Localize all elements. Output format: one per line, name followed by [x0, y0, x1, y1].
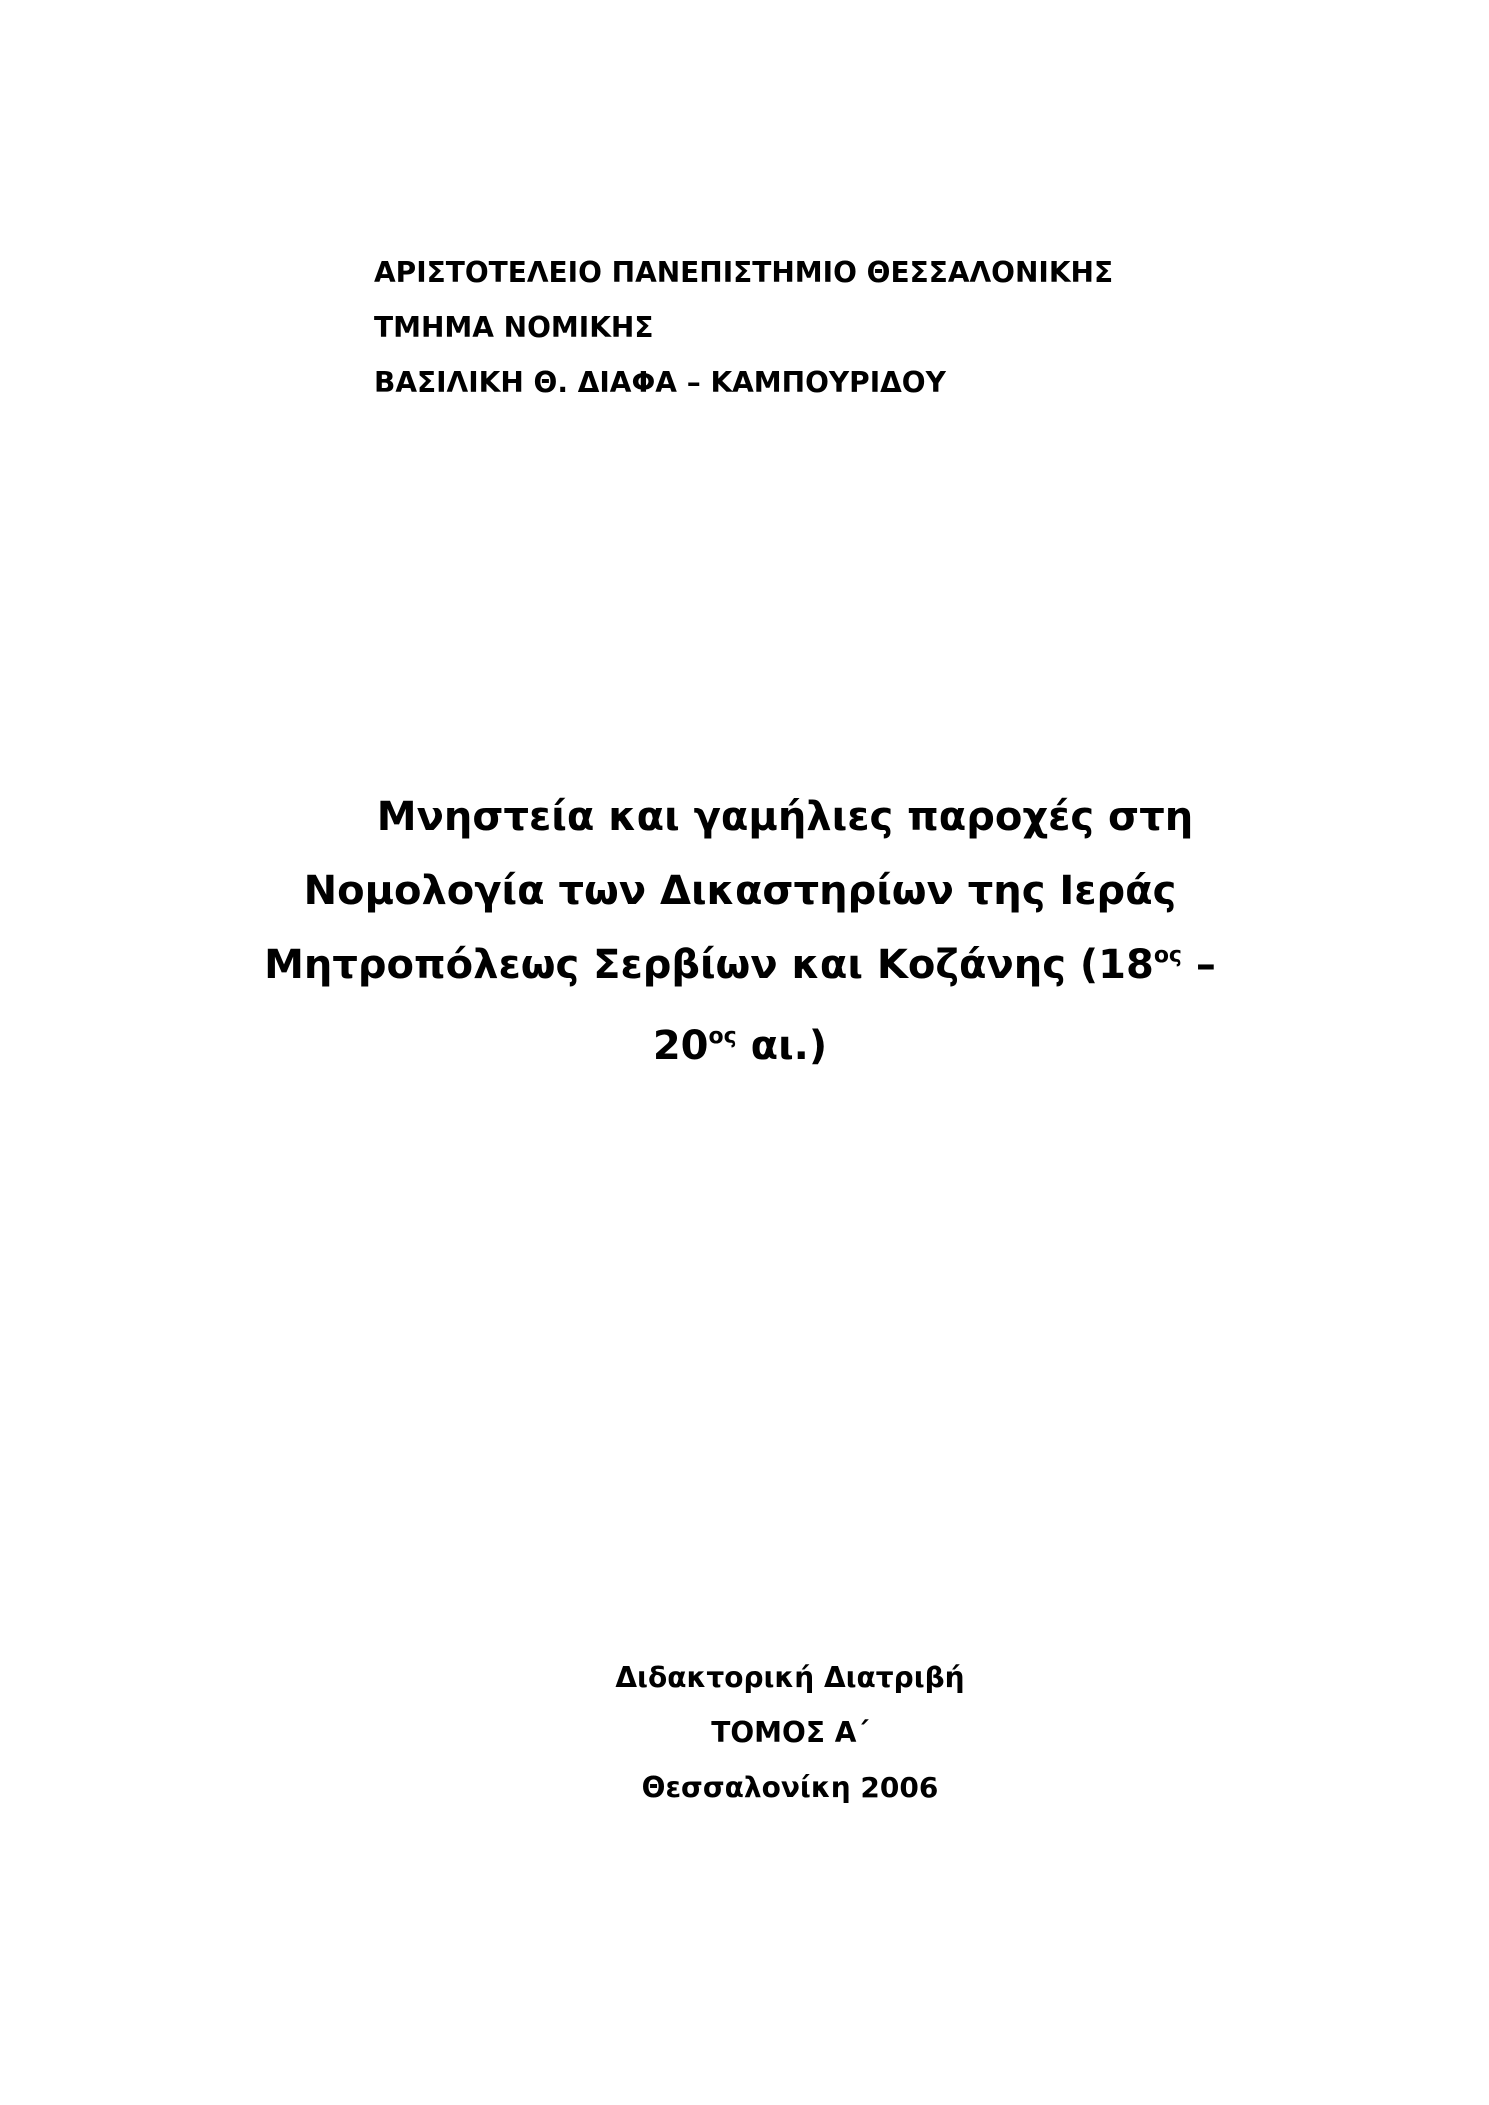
ordinal-superscript: ος [1153, 943, 1182, 968]
thesis-type: Διδακτορική Διατριβή [615, 1661, 965, 1694]
ordinal-superscript: ος [708, 1024, 737, 1049]
author-name: ΒΑΣΙΛΙΚΗ Θ. ΔΙΑΦΑ – ΚΑΜΠΟΥΡΙΔΟΥ [374, 366, 946, 399]
header-block [374, 245, 1113, 410]
university-name: ΑΡΙΣΤΟΤΕΛΕΙΟ ΠΑΝΕΠΙΣΤΗΜΙΟ ΘΕΣΣΑΛΟΝΙΚΗΣ [374, 256, 1114, 289]
footer-block [0, 1650, 1489, 1815]
title-line-3: Μητροπόλεως Σερβίων και Κοζάνης ($18^{o\varsigma}$ – [264, 942, 1216, 988]
thesis-title [240, 780, 1240, 1090]
volume-label: ΤΟΜΟΣ Α΄ [711, 1716, 869, 1749]
title-line-2: Νομολογία των Δικαστηρίων της Ιεράς [303, 868, 1177, 914]
title-line-4: $20^{o\varsigma}$ αι.) [652, 1023, 828, 1069]
title-line-1: Μνηστεία και γαμήλιες παροχές στη [376, 794, 1194, 840]
place-year: Θεσσαλονίκη 2006 [641, 1771, 939, 1804]
department-name: ΤΜΗΜΑ ΝΟΜΙΚΗΣ [374, 311, 654, 344]
